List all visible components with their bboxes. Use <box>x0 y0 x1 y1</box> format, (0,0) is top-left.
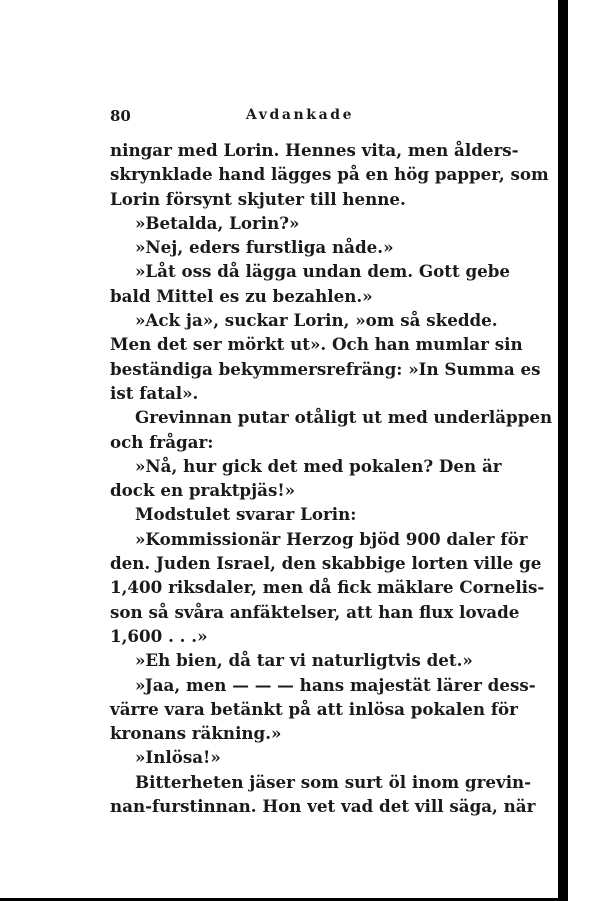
text-line: 1,600 . . .» <box>110 625 208 646</box>
text-line: »Ack ja», suckar Lorin, »om så skedde. <box>135 310 498 331</box>
text-line: Grevinnan putar otåligt ut med underläppen <box>135 407 553 428</box>
text-line: kronans räkning.» <box>110 723 282 744</box>
text-line: nan-furstinnan. Hon vet vad det vill säga, när <box>110 796 536 817</box>
text-line: 1,400 riksdaler, men då fick mäklare Cornelis- <box>110 577 545 598</box>
body-text <box>110 138 553 818</box>
text-line: Men det ser mörkt ut». Och han mumlar sin <box>110 334 523 355</box>
text-line: son så svåra anfäktelser, att han flux lovade <box>110 601 520 622</box>
text-line: ist fatal». <box>110 382 199 403</box>
text-line: bald Mittel es zu bezahlen.» <box>110 285 373 306</box>
text-line: den. Juden Israel, den skabbige lorten ville ge <box>110 553 542 574</box>
text-line: ningar med Lorin. Hennes vita, men ålders- <box>110 140 519 160</box>
text-line: »Nå, hur gick det med pokalen? Den är <box>135 455 502 476</box>
text-line: och frågar: <box>110 431 214 452</box>
text-line: »Nej, eders furstliga nåde.» <box>135 237 394 258</box>
text-line: Lorin försynt skjuter till henne. <box>110 188 406 209</box>
text-line: värre vara betänkt på att inlösa pokalen för <box>110 698 518 719</box>
text-line: dock en praktpjäs!» <box>110 480 296 501</box>
text-line: Bitterheten jäser som surt öl inom grevin- <box>135 771 532 792</box>
text-line: »Betalda, Lorin?» <box>135 212 300 233</box>
text-line: beständiga bekymmersrefräng: »In Summa es <box>110 358 541 379</box>
text-line: »Låt oss då lägga undan dem. Gott gebe <box>135 261 511 282</box>
text-line: »Jaa, men — — — hans majestät lärer dess- <box>135 674 536 695</box>
text-line: skrynklade hand lägges på en hög papper, som <box>110 164 549 185</box>
text-line: »Kommissionär Herzog bjöd 900 daler för <box>135 528 528 549</box>
text-line: »Eh bien, då tar vi naturligtvis det.» <box>135 650 473 671</box>
running-title: Avdankade <box>245 107 355 123</box>
text-line: »Inlösa!» <box>135 747 221 768</box>
page-number: 80 <box>110 107 131 125</box>
text-line: Modstulet svarar Lorin: <box>135 504 357 525</box>
scan-edge-right <box>558 0 568 901</box>
